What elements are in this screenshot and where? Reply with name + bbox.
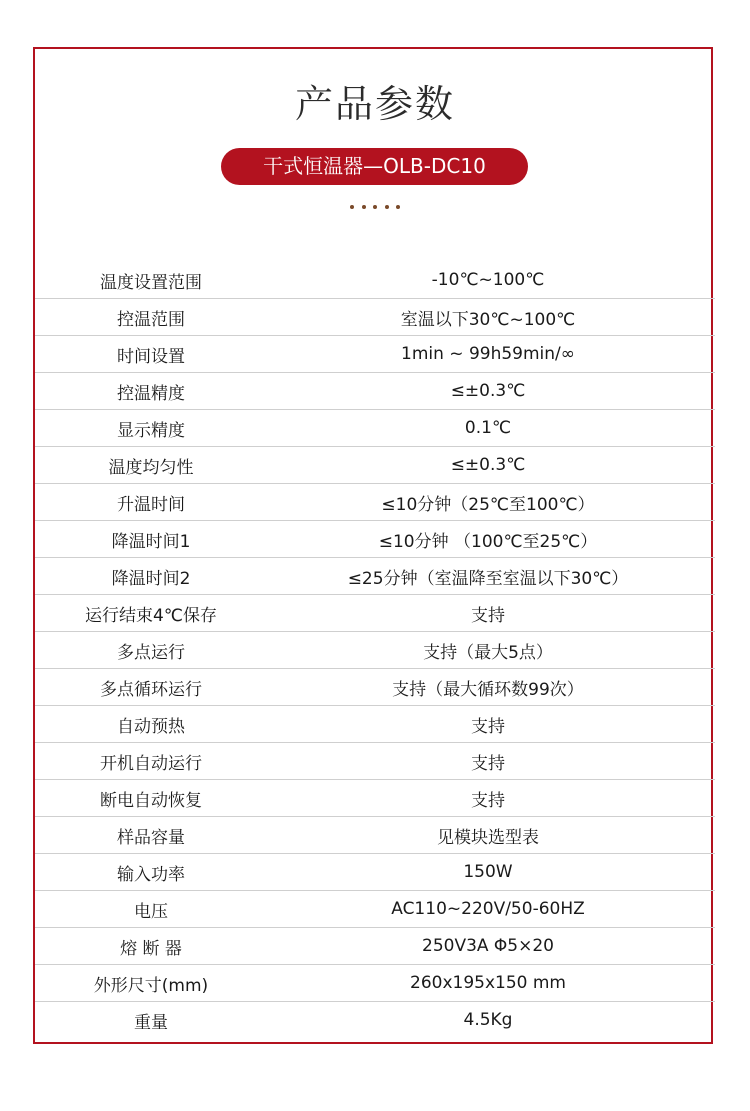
table-row: [35, 299, 715, 336]
spec-name: 自动预热: [117, 716, 185, 737]
spec-value: 支持（最大循环数99次）: [392, 679, 584, 700]
table-row: [35, 447, 715, 484]
table-row: [35, 373, 715, 410]
spec-value: 支持: [471, 790, 505, 811]
spec-value: ≤25分钟（室温降至室温以下30℃）: [347, 568, 629, 589]
table-row: [35, 817, 715, 854]
spec-name: 多点循环运行: [100, 679, 202, 700]
table-row: [35, 706, 715, 743]
spec-name: 电压: [134, 901, 168, 922]
table-row: [35, 595, 715, 632]
spec-value: ≤10分钟 （100℃至25℃）: [378, 531, 598, 552]
spec-name: 样品容量: [117, 827, 185, 848]
spec-name: 控温精度: [117, 383, 185, 404]
spec-name: 时间设置: [117, 346, 185, 367]
spec-name: 多点运行: [117, 642, 185, 663]
spec-name: 控温范围: [117, 309, 185, 330]
spec-value: 支持: [471, 753, 505, 774]
spec-name: 输入功率: [117, 864, 185, 885]
spec-name: 温度设置范围: [100, 272, 202, 293]
spec-name: 降温时间1: [111, 531, 191, 552]
dot-icon: [396, 205, 400, 209]
dot-icon: [373, 205, 377, 209]
spec-value: 支持（最大5点）: [423, 642, 553, 663]
spec-name: 升温时间: [117, 494, 185, 515]
table-row: [35, 854, 715, 891]
table-row: [35, 669, 715, 706]
spec-value: 260x195x150 mm: [410, 973, 566, 993]
table-row: [35, 928, 715, 965]
spec-value: ≤±0.3℃: [450, 455, 526, 475]
model-badge: 干式恒温器—OLB-DC10: [221, 148, 528, 185]
spec-value: 支持: [471, 716, 505, 737]
spec-name: 断电自动恢复: [100, 790, 202, 811]
spec-value: 室温以下30℃~100℃: [400, 309, 576, 330]
spec-value: 0.1℃: [464, 418, 512, 438]
spec-value: 1min ~ 99h59min/∞: [401, 344, 575, 364]
spec-value: AC110~220V/50-60HZ: [391, 899, 585, 919]
table-row: [35, 336, 715, 373]
table-row: [35, 743, 715, 780]
dot-icon: [362, 205, 366, 209]
spec-value: ≤±0.3℃: [450, 381, 526, 401]
spec-value: 见模块选型表: [437, 827, 539, 848]
spec-value: -10℃~100℃: [431, 270, 545, 290]
spec-value: 150W: [463, 862, 513, 882]
spec-name: 运行结束4℃保存: [85, 605, 217, 626]
spec-name: 熔 断 器: [120, 938, 182, 959]
spec-name: 重量: [134, 1012, 168, 1033]
spec-value: 支持: [471, 605, 505, 626]
spec-name: 降温时间2: [111, 568, 191, 589]
table-row: [35, 632, 715, 669]
spec-name: 外形尺寸(mm): [93, 975, 209, 996]
spec-value: 4.5Kg: [463, 1010, 513, 1030]
table-row: [35, 1002, 715, 1038]
dot-icon: [385, 205, 389, 209]
table-row: [35, 262, 715, 299]
page-title: 产品参数: [294, 82, 455, 126]
table-row: [35, 410, 715, 447]
spec-value: 250V3A Φ5×20: [422, 936, 554, 956]
table-row: [35, 965, 715, 1002]
table-row: [35, 780, 715, 817]
table-row: [35, 521, 715, 558]
table-row: [35, 484, 715, 521]
spec-table: [35, 262, 715, 1038]
spec-name: 温度均匀性: [108, 457, 194, 478]
table-row: [35, 558, 715, 595]
spec-value: ≤10分钟（25℃至100℃）: [381, 494, 595, 515]
dot-icon: [350, 205, 354, 209]
spec-name: 开机自动运行: [100, 753, 202, 774]
decorative-dots: [350, 203, 400, 211]
spec-name: 显示精度: [117, 420, 185, 441]
table-row: [35, 891, 715, 928]
